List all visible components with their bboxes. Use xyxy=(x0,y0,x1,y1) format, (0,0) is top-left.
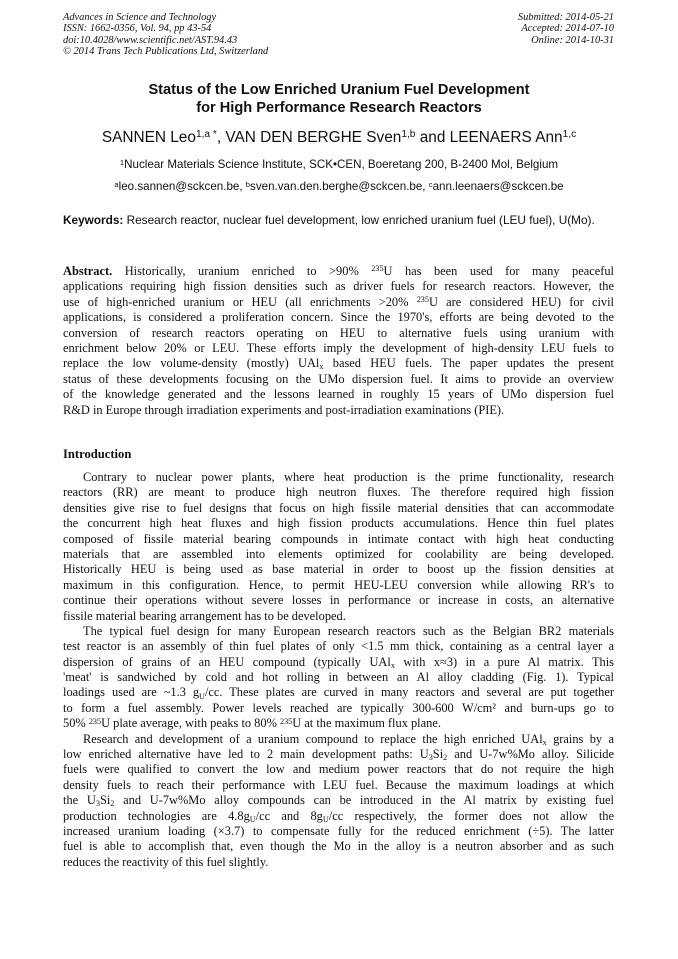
email-2: sven.van.den.berghe@sckcen.be, xyxy=(250,180,429,193)
author-separator: and xyxy=(415,129,450,146)
author-2-affiliation: 1,b xyxy=(401,129,416,141)
text-run: replace the low volume-density (mostly) UAl xyxy=(63,356,320,371)
journal-name: Advances in Science and Technology xyxy=(63,12,217,23)
subscript: 3 xyxy=(428,753,433,763)
intro-line: fuels were qualified to convert the low and medium power reactors that do not require the high xyxy=(63,762,614,777)
author-1: SANNEN Leo xyxy=(101,129,196,146)
introduction-body xyxy=(63,470,614,870)
subscript: U xyxy=(322,814,329,824)
subscript: x xyxy=(319,362,324,372)
intro-line: materials that are assembled into elements optimized for coolability are being developed. xyxy=(63,546,614,561)
abstract xyxy=(63,264,614,418)
intro-line: fissile material bearing arrangement has to be developed. xyxy=(63,608,346,623)
text-run: dispersion of grains of an HEU compound (typically UAl xyxy=(63,654,391,669)
title-line-1: Status of the Low Enriched Uranium Fuel Development xyxy=(148,82,530,98)
section-heading-introduction: Introduction xyxy=(63,447,132,461)
keywords xyxy=(63,213,614,229)
abstract-line xyxy=(63,356,614,371)
journal-doi: doi:10.4028/www.scientific.net/AST.94.43 xyxy=(63,34,238,46)
superscript: 235 xyxy=(416,295,429,305)
keywords-text: Research reactor, nuclear fuel development, low enriched uranium fuel (LEU fuel), U(Mo). xyxy=(123,213,595,227)
abstract-line: applications requiring high fission densities such as driver fuels for research reactors. However, the xyxy=(63,279,614,294)
intro-line: test reactor is an assembly of thin fuel plates of only <1.5 mm thick, containing as a central layer a xyxy=(63,639,614,654)
subscript: U xyxy=(249,814,256,824)
email-marker: c xyxy=(428,179,433,189)
intro-line: The typical fuel design for many European research reactors such as the Belgian BR2 materials xyxy=(83,623,614,638)
intro-line xyxy=(63,716,614,731)
abstract-line: applications, is considered a proliferation concern. Since the 1970's, efforts are being devoted to the xyxy=(63,310,614,325)
journal-header xyxy=(63,12,268,58)
text-run: U has been used for many peaceful xyxy=(383,264,614,278)
text-run: the U xyxy=(63,793,96,808)
abstract-line: conversion of research reactors operating on HEU to alternative fuels using uranium with xyxy=(63,325,614,340)
author-3-affiliation: 1,c xyxy=(562,129,577,141)
intro-line: the concurrent high heat fluxes and high fission products accumulations. Hence thin fuel plates xyxy=(63,516,614,531)
text-run: low enriched alternative have led to 2 main development paths: U xyxy=(63,747,429,762)
intro-line: reduces the reactivity of this fuel slightly. xyxy=(63,854,269,869)
title-line-2: for High Performance Research Reactors xyxy=(196,100,482,116)
intro-line xyxy=(63,793,614,808)
author-list xyxy=(0,128,678,148)
intro-line: to form a fuel assembly. Power levels reached are typically 300-600 W/cm² and burn-ups go to xyxy=(63,700,614,715)
intro-line: density fuels to reach their performance with LEU fuel. Because the maximum loadings at which xyxy=(63,777,614,792)
text-run: Si xyxy=(99,793,111,808)
text-run: /cc and 8g xyxy=(255,808,323,823)
subscript: x xyxy=(542,737,547,747)
intro-line xyxy=(63,655,614,670)
text-run: Historically, uranium enriched to >90% xyxy=(112,264,372,278)
abstract-line: R&D in Europe through irradiation experiments and post-irradiation examinations (PIE). xyxy=(63,402,505,417)
abstract-label: Abstract. xyxy=(63,264,113,278)
author-1-affiliation: 1,a * xyxy=(195,129,217,141)
affiliation-text: Nuclear Materials Science Institute, SCK•CEN, Boeretang 200, B-2400 Mol, Belgium xyxy=(124,158,559,171)
submitted-date: Submitted: 2014-05-21 xyxy=(517,12,614,23)
email-3: ann.leenaers@sckcen.be xyxy=(432,180,564,193)
abstract-line: enrichment below 20% or LEU. These efforts imply the development of high-density LEU fuels to xyxy=(63,340,614,355)
journal-copyright: © 2014 Trans Tech Publications Ltd, Switzerland xyxy=(63,46,269,58)
online-date: Online: 2014-10-31 xyxy=(531,34,614,46)
subscript: 3 xyxy=(95,799,100,809)
intro-line xyxy=(63,747,614,762)
intro-line: 'meat' is sandwiched by cold and hot rolling in between an Al alloy cladding (Fig. 1). Typical xyxy=(63,670,614,685)
intro-line: continue their operations without severe losses in performance or increase in costs, an alternative xyxy=(63,593,614,608)
intro-line: reactors (RR) are meant to produce high neutron fluxes. The therefore required high fission xyxy=(63,485,614,500)
text-run: and U-7w%Mo alloy. Silicide xyxy=(447,747,614,762)
author-emails xyxy=(0,179,678,195)
text-run: U at the maximum flux plane. xyxy=(292,716,441,731)
journal-issn: ISSN: 1662-0356, Vol. 94, pp 43-54 xyxy=(63,23,212,35)
subscript: x xyxy=(390,660,395,670)
author-3: LEENAERS Ann xyxy=(449,129,563,146)
intro-line xyxy=(63,809,614,824)
text-run: /cc respectively, the former does not allow the xyxy=(328,808,614,823)
abstract-line: status of these developments focusing on the UMo dispersion fuel. It aims to provide an overview xyxy=(63,371,614,386)
author-separator: , xyxy=(216,129,226,146)
text-run: U plate average, with peaks to 80% xyxy=(101,716,280,731)
text-run: /cc. These plates are curved in many reactors and several are put together xyxy=(204,685,614,700)
text-run: production technologies are 4.8g xyxy=(63,808,250,823)
text-run: grains by a xyxy=(546,731,614,746)
superscript: 235 xyxy=(371,264,384,274)
intro-line: maximum in this configuration. Hence, to permit HEU-LEU conversion while allowing RR's to xyxy=(63,577,614,592)
text-run: and U-7w%Mo alloy compounds can be introduced in the Al matrix by existing fuel xyxy=(114,793,614,808)
superscript: 235 xyxy=(88,716,102,726)
text-run: Si xyxy=(432,747,444,762)
email-marker: a xyxy=(114,179,119,189)
email-marker: b xyxy=(245,179,251,189)
subscript: 2 xyxy=(110,799,115,809)
intro-line xyxy=(63,685,614,700)
accepted-date: Accepted: 2014-07-10 xyxy=(521,23,614,35)
paper-title xyxy=(0,81,678,117)
text-run: use of high-enriched uranium or HEU (all enrichments >20% xyxy=(63,294,417,309)
text-run: 50% xyxy=(63,716,89,731)
dates-header xyxy=(518,12,614,46)
intro-line: fuel is able to accomplish that, even though the Mo in the alloy is a neutron absorber and as such xyxy=(63,839,614,854)
intro-line: densities give rise to fuel designs that focus on high fissile material densities that can accommodate xyxy=(63,500,614,515)
abstract-line: of the knowledge generated and the lessons learned in roughly 15 years of UMo dispersion fuel xyxy=(63,387,614,402)
text-run: based HEU fuels. The paper updates the present xyxy=(323,356,614,371)
superscript: 235 xyxy=(280,716,293,726)
abstract-line xyxy=(63,264,614,279)
affiliation xyxy=(0,157,678,173)
abstract-line xyxy=(63,295,614,310)
affiliation-marker: 1 xyxy=(119,157,125,167)
text-run: U are considered HEU) for civil xyxy=(428,294,614,309)
email-1: leo.sannen@sckcen.be, xyxy=(118,180,246,193)
author-2: VAN DEN BERGHE Sven xyxy=(225,129,402,146)
intro-line xyxy=(63,732,614,747)
text-run: Research and development of a uranium compound to replace the high enriched UAl xyxy=(83,731,543,746)
subscript: U xyxy=(199,691,205,701)
intro-line: composed of fissile material bearing compounds in intimate contact with high heat conducting xyxy=(63,531,614,546)
subscript: 2 xyxy=(443,753,448,763)
intro-line: Contrary to nuclear power plants, where heat production is the prime functionality, research xyxy=(83,470,614,484)
text-run: loadings used are ~1.3 g xyxy=(63,685,200,700)
keywords-label: Keywords: xyxy=(63,213,124,227)
text-run: with x≈3) in a pure Al matrix. This xyxy=(394,654,615,669)
intro-line: increased uranium loading (×3.7) to compensate fully for the reduced enrichment (÷5). The latter xyxy=(63,823,614,838)
intro-line: Historically HEU is being used as base material in order to boost up the fission densities at xyxy=(63,562,614,577)
